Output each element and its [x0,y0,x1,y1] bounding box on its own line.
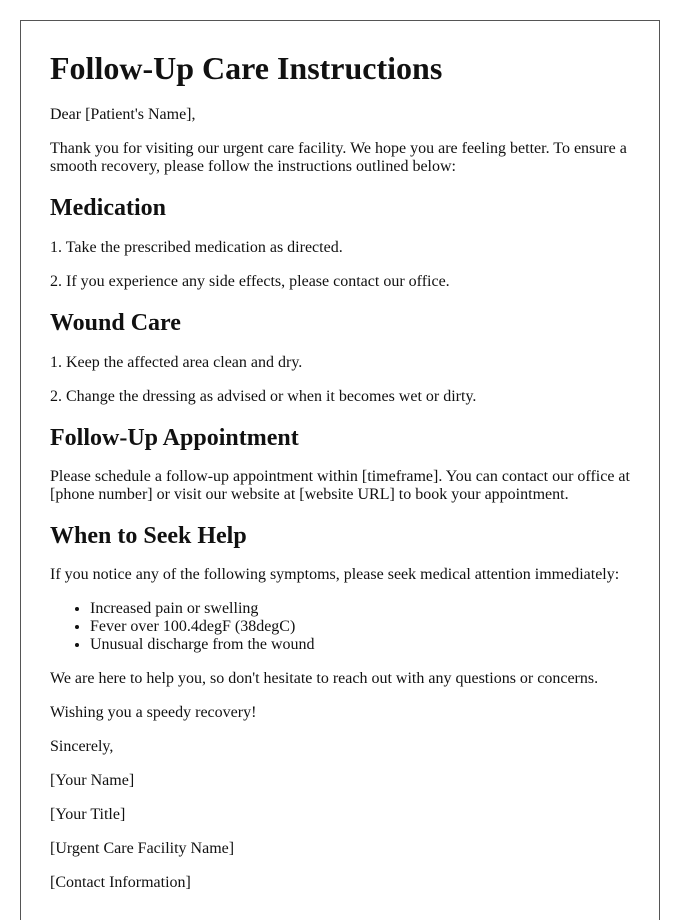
wound-care-heading: Wound Care [50,310,181,336]
signature-facility: [Urgent Care Facility Name] [50,840,235,857]
signature-contact: [Contact Information] [50,874,191,891]
follow-up-heading: Follow-Up Appointment [50,425,299,451]
list-item: • Unusual discharge from the wound [90,636,631,654]
wishes-line: Wishing you a speedy recovery! [50,704,257,721]
wound-care-item: 1. Keep the affected area clean and dry. [50,354,303,371]
salutation: Dear [Patient's Name], [50,106,196,123]
list-item: • Fever over 100.4degF (38degC) [90,618,631,636]
intro-paragraph: Thank you for visiting our urgent care facility. We hope you are feeling better. To ensure a smooth recovery, please follow the instructions outlined below: [50,140,627,175]
list-item: • Increased pain or swelling [90,600,631,618]
medication-item: 1. Take the prescribed medication as directed. [50,239,343,256]
letter [20,20,660,920]
seek-help-heading: When to Seek Help [50,523,247,549]
wound-care-item: 2. Change the dressing as advised or when it becomes wet or dirty. [50,388,477,405]
signature-name: [Your Name] [50,772,135,789]
signature-title: [Your Title] [50,806,126,823]
symptom-list [50,600,631,654]
signoff-line: Sincerely, [50,738,114,755]
letter-title: Follow-Up Care Instructions [50,50,443,86]
medication-heading: Medication [50,195,166,221]
closing-paragraph: We are here to help you, so don't hesitate to reach out with any questions or concerns. [50,670,599,687]
seek-help-paragraph: If you notice any of the following symptoms, please seek medical attention immediately: [50,566,620,583]
follow-up-paragraph: Please schedule a follow-up appointment within [timeframe]. You can contact our office at [phone number] or visit our website at [website URL] to book your appointment. [50,468,630,503]
medication-item: 2. If you experience any side effects, please contact our office. [50,273,450,290]
